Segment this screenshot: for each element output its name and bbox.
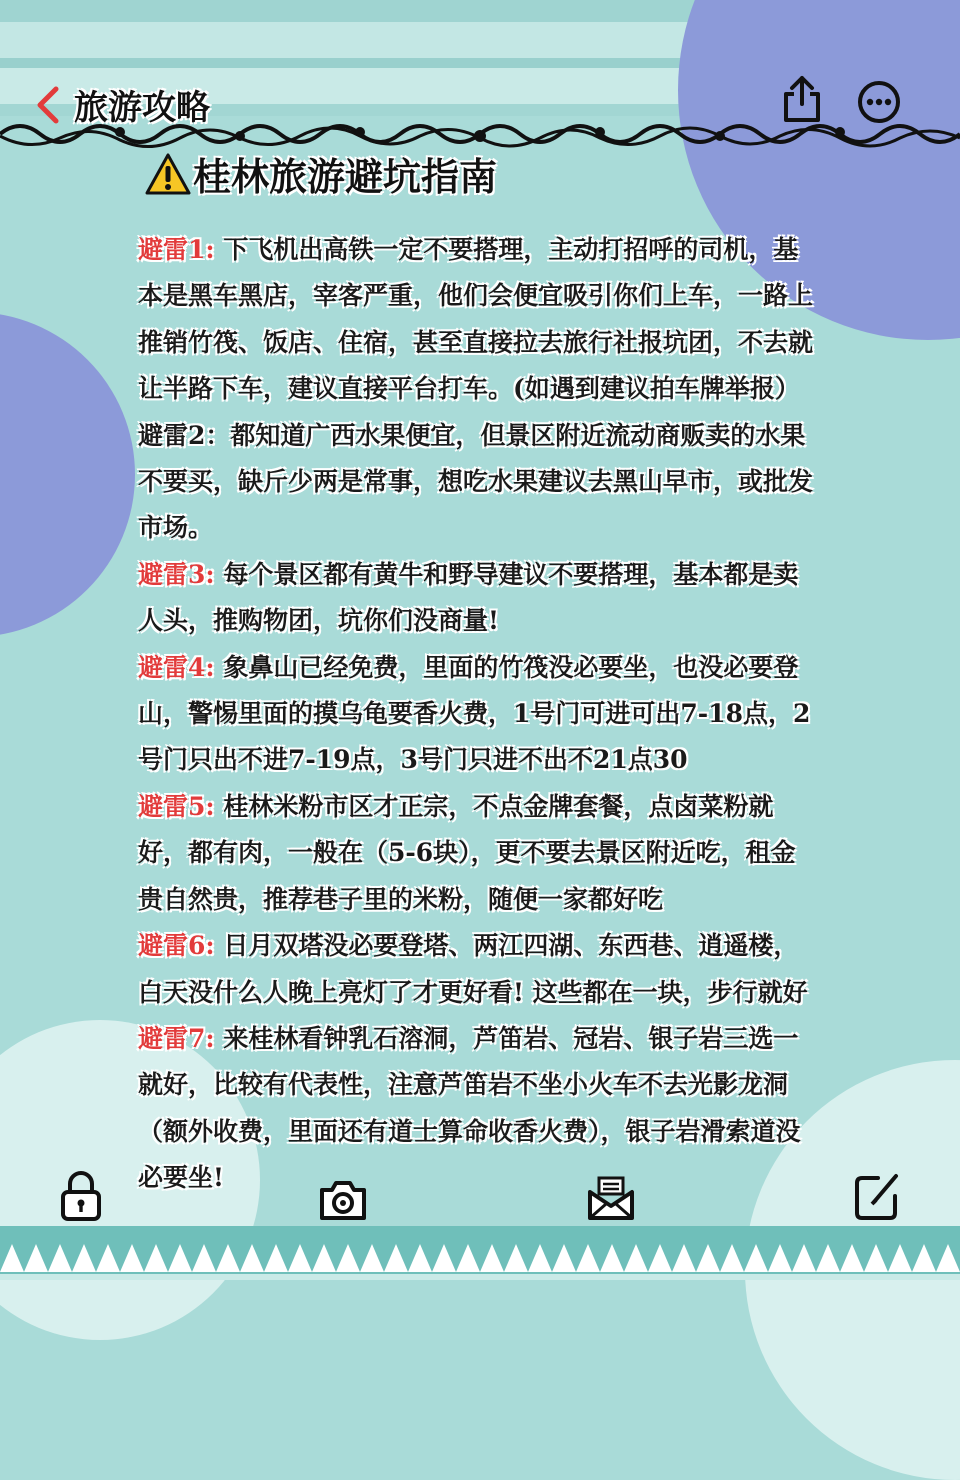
tip-label: 避雷3: xyxy=(138,559,215,589)
tip-text: 来桂林看钟乳石溶洞，芦笛岩、冠岩、银子岩三选一就好，比较有代表性，注意芦笛岩不坐小火车不去光影龙洞（额外收费，里面还有道士算命收香火费），银子岩滑索道没必要坐! xyxy=(138,1023,801,1193)
tip-text: 桂林米粉市区才正宗，不点金牌套餐，点卤菜粉就好，都有肉，一般在（5-6块），更不要去景区附近吃，租金贵自然贵，推荐巷子里的米粉，随便一家都好吃 xyxy=(138,791,796,914)
tip-paragraph xyxy=(138,227,820,552)
mail-icon[interactable] xyxy=(586,1172,636,1224)
card-title-text: 桂林旅游避坑指南 xyxy=(193,154,498,199)
page-title: 旅游攻略 xyxy=(74,88,210,128)
tip-paragraph xyxy=(138,923,820,1016)
chevron-left-icon[interactable] xyxy=(34,85,64,125)
article-content xyxy=(138,227,820,1202)
camera-icon[interactable] xyxy=(318,1174,368,1226)
tip-label: 避雷6: xyxy=(138,931,215,961)
tip-label: 避雷5: xyxy=(138,791,215,821)
nav-bar xyxy=(0,72,960,132)
share-icon[interactable] xyxy=(782,74,822,124)
tip-text: 下飞机出高铁一定不要搭理，主动打招呼的司机，基本是黑车黑店，宰客严重，他们会便宜吸引你们上车，一路上推销竹筏、饭店、住宿，甚至直接拉去旅行社报坑团，不去就让半路下车，建议直接平台打车。(如遇到建议拍车牌举报）避雷2：都知道广西水果便宜，但景区附近流动商贩卖的水果不要买，缺斤少两是常事，想吃水果建议去黑山早市，或批发市场。 xyxy=(138,235,814,543)
tip-label: 避雷1: xyxy=(138,235,215,264)
tip-label: 避雷4: xyxy=(138,652,215,682)
more-icon[interactable] xyxy=(857,80,901,124)
tip-text: 每个景区都有黄牛和野导建议不要搭理，基本都是卖人头，推购物团，坑你们没商量! xyxy=(138,559,799,636)
tip-text: 象鼻山已经免费，里面的竹筏没必要坐，也没必要登山，警惕里面的摸乌龟要香火费，1号门可进可出7-18点，2号门只出不进7-19点，3号门只进不出不21点30 xyxy=(138,652,811,775)
zigzag-border xyxy=(0,1226,960,1280)
lock-icon[interactable] xyxy=(56,1170,106,1222)
edit-icon[interactable] xyxy=(852,1170,902,1222)
decor-circle-left xyxy=(0,312,135,637)
tip-paragraph xyxy=(138,645,820,784)
card-title xyxy=(145,146,497,201)
tip-label: 避雷7: xyxy=(138,1023,215,1053)
tip-paragraph xyxy=(138,784,820,923)
tip-paragraph xyxy=(138,552,820,645)
tip-text: 日月双塔没必要登塔、两江四湖、东西巷、逍遥楼，白天没什么人晚上亮灯了才更好看! 这些都在一块，步行就好 xyxy=(138,931,808,1007)
back-button[interactable] xyxy=(34,80,210,129)
warning-icon xyxy=(145,152,191,196)
bottom-toolbar xyxy=(0,1150,960,1230)
